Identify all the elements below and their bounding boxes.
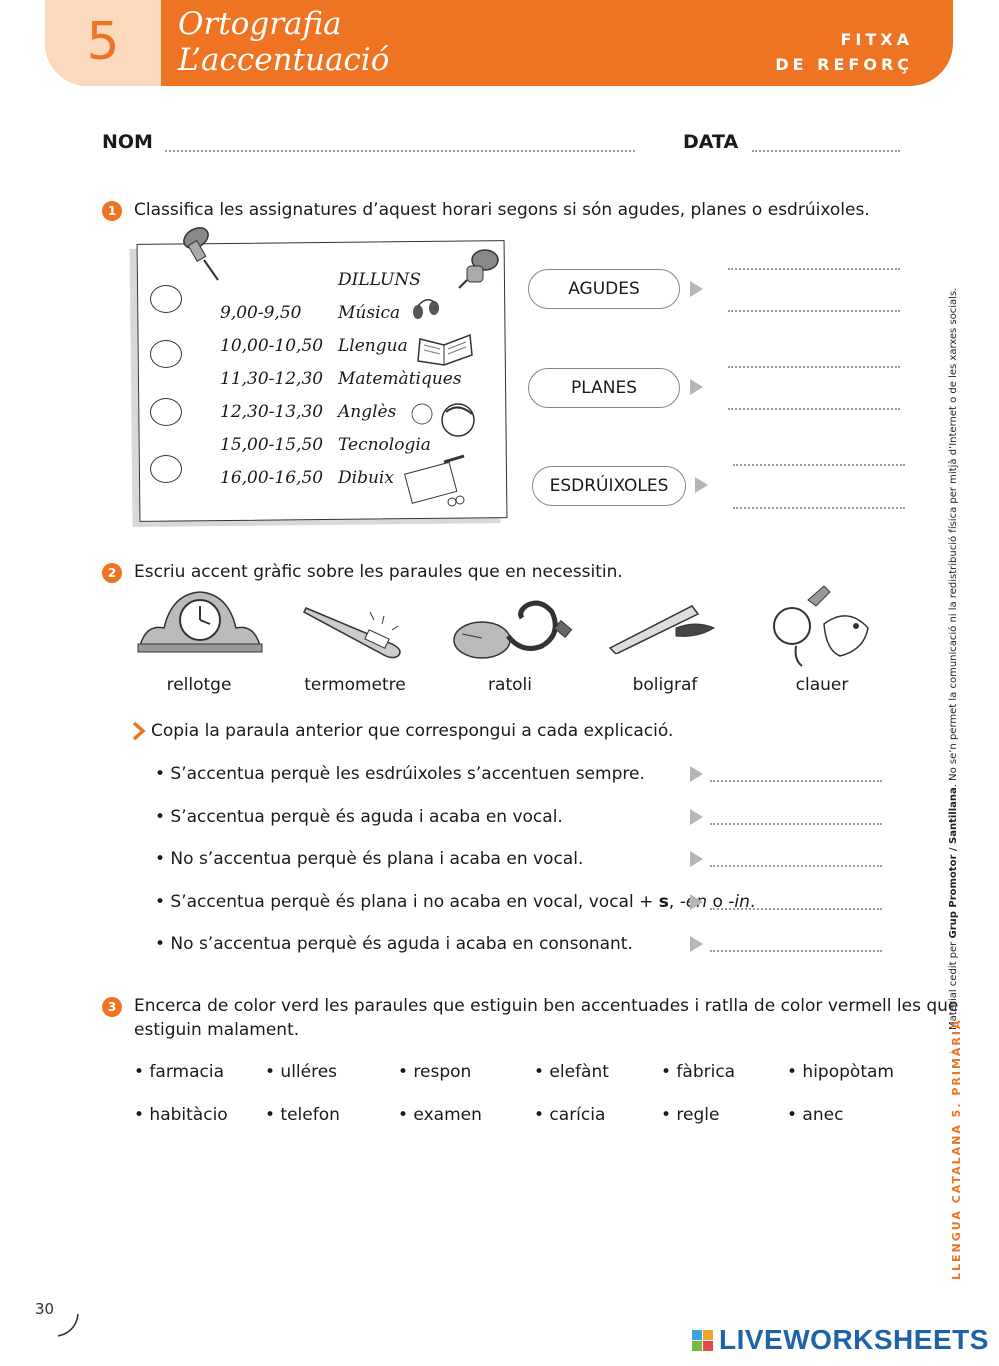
book-title: LLENGUA CATALANA 5. PRIMÀRIA xyxy=(950,1018,963,1280)
word-option[interactable]: • telefon xyxy=(265,1105,340,1125)
schedule-time: 11,30-12,30 xyxy=(220,369,324,389)
word-option[interactable]: • ulléres xyxy=(265,1062,338,1082)
pushpin-icon xyxy=(455,242,505,292)
word-option[interactable]: • fàbrica xyxy=(661,1062,736,1082)
word-option[interactable]: • elefànt xyxy=(534,1062,609,1082)
answer-line[interactable] xyxy=(733,507,905,509)
category-agudes: AGUDES xyxy=(528,269,680,309)
arrow-right-icon xyxy=(690,894,703,910)
schedule-subject: Música xyxy=(338,303,401,323)
copyright-note: Material cedit per Grup Promotor / Santillana. No se’n permet la comunicació ni la redistribució física per mitjà d’Internet o de les xarxes socials. xyxy=(948,287,959,1030)
date-field[interactable] xyxy=(752,150,900,152)
answer-line[interactable] xyxy=(710,908,882,910)
exercise-number-3: 3 xyxy=(102,997,122,1017)
headphones-icon xyxy=(410,298,442,324)
schedule-subject: Tecnologia xyxy=(338,435,431,455)
arrow-right-icon xyxy=(690,851,703,867)
word-ratoli: ratoli xyxy=(488,675,532,695)
notebook-ring xyxy=(150,455,182,483)
page-title: Ortografia xyxy=(178,6,342,42)
word-rellotge: rellotge xyxy=(166,675,232,695)
explanation-3: • No s’accentua perquè és plana i acaba en vocal. xyxy=(155,849,584,869)
answer-line[interactable] xyxy=(710,823,882,825)
arrow-right-icon xyxy=(690,379,703,395)
liveworksheets-brand[interactable]: LIVEWORKSHEETS xyxy=(719,1324,989,1355)
arrow-right-icon xyxy=(695,477,708,493)
answer-line[interactable] xyxy=(710,950,882,952)
word-option[interactable]: • anec xyxy=(787,1105,844,1125)
answer-line[interactable] xyxy=(710,865,882,867)
schedule-time: 10,00-10,50 xyxy=(220,336,324,356)
exercise-2-instruction: Escriu accent gràfic sobre les paraules que en necessitin. xyxy=(134,562,623,582)
explanation-4: • S’accentua perquè és plana i no acaba en vocal, vocal + s, -en o -in. xyxy=(155,892,756,912)
exercise-number-1: 1 xyxy=(102,201,122,221)
category-esdruixoles: ESDRÚIXOLES xyxy=(532,466,686,506)
mantel-clock-icon xyxy=(136,588,264,660)
computer-mouse-icon xyxy=(452,594,578,664)
page-corner-curl-icon xyxy=(56,1312,80,1338)
sheet-type-line1: FITXA xyxy=(840,30,913,49)
schedule-subject: Anglès xyxy=(338,402,397,422)
date-label: DATA xyxy=(683,131,739,153)
name-field[interactable] xyxy=(165,150,635,152)
answer-line[interactable] xyxy=(728,268,900,270)
explanation-2: • S’accentua perquè és aguda i acaba en vocal. xyxy=(155,807,563,827)
notebook-ring xyxy=(150,285,182,313)
answer-line[interactable] xyxy=(728,366,900,368)
word-termometre: termometre xyxy=(304,675,406,695)
arrow-right-icon xyxy=(690,281,703,297)
sheet-type-line2: DE REFORÇ xyxy=(775,55,913,74)
word-option[interactable]: • farmacia xyxy=(134,1062,224,1082)
schedule-subject: Llengua xyxy=(338,336,408,356)
schedule-time: 9,00-9,50 xyxy=(220,303,302,323)
liveworksheets-logo-icon xyxy=(692,1330,714,1352)
exercise-3-instruction-line2: estiguin malament. xyxy=(134,1020,300,1040)
pushpin-icon xyxy=(172,224,232,284)
schedule-time: 15,00-15,50 xyxy=(220,435,324,455)
keychain-icon xyxy=(768,580,876,672)
word-option[interactable]: • carícia xyxy=(534,1105,606,1125)
drawing-tools-icon xyxy=(400,454,472,510)
arrow-right-icon xyxy=(690,936,703,952)
unit-number: 5 xyxy=(86,12,120,72)
chevron-right-icon xyxy=(132,722,146,740)
word-option[interactable]: • habitàcio xyxy=(134,1105,228,1125)
schedule-subject: Matemàtiques xyxy=(338,369,462,389)
notebook-ring xyxy=(150,340,182,368)
page-number: 30 xyxy=(35,1300,55,1318)
ballpoint-pen-icon xyxy=(606,598,718,654)
thermometer-icon xyxy=(300,598,412,662)
explanation-5: • No s’accentua perquè és aguda i acaba en consonant. xyxy=(155,934,633,954)
word-boligraf: boligraf xyxy=(632,675,698,695)
schedule-day: DILLUNS xyxy=(338,270,421,290)
exercise-number-2: 2 xyxy=(102,563,122,583)
answer-line[interactable] xyxy=(728,310,900,312)
arrow-right-icon xyxy=(690,809,703,825)
word-clauer: clauer xyxy=(795,675,849,695)
exercise-1-instruction: Classifica les assignatures d’aquest horari segons si són agudes, planes o esdrúixoles. xyxy=(134,200,870,220)
word-option[interactable]: • respon xyxy=(398,1062,472,1082)
speaking-head-icon xyxy=(410,398,480,442)
explanation-1: • S’accentua perquè les esdrúixoles s’accentuen sempre. xyxy=(155,764,645,784)
page-subtitle: L’accentuació xyxy=(178,42,390,78)
name-label: NOM xyxy=(102,131,153,153)
schedule-time: 16,00-16,50 xyxy=(220,468,324,488)
notebook-ring xyxy=(150,398,182,426)
exercise-2-subinstruction: Copia la paraula anterior que correspongui a cada explicació. xyxy=(151,721,674,741)
word-option[interactable]: • hipopòtam xyxy=(787,1062,894,1082)
schedule-subject: Dibuix xyxy=(338,468,394,488)
answer-line[interactable] xyxy=(733,464,905,466)
word-option[interactable]: • regle xyxy=(661,1105,720,1125)
answer-line[interactable] xyxy=(728,408,900,410)
word-option[interactable]: • examen xyxy=(398,1105,482,1125)
category-planes: PLANES xyxy=(528,368,680,408)
arrow-right-icon xyxy=(690,766,703,782)
open-book-icon xyxy=(414,331,476,367)
schedule-time: 12,30-13,30 xyxy=(220,402,324,422)
exercise-3-instruction-line1: Encerca de color verd les paraules que estiguin ben accentuades i ratlla de color vermell les que xyxy=(134,996,959,1016)
answer-line[interactable] xyxy=(710,780,882,782)
